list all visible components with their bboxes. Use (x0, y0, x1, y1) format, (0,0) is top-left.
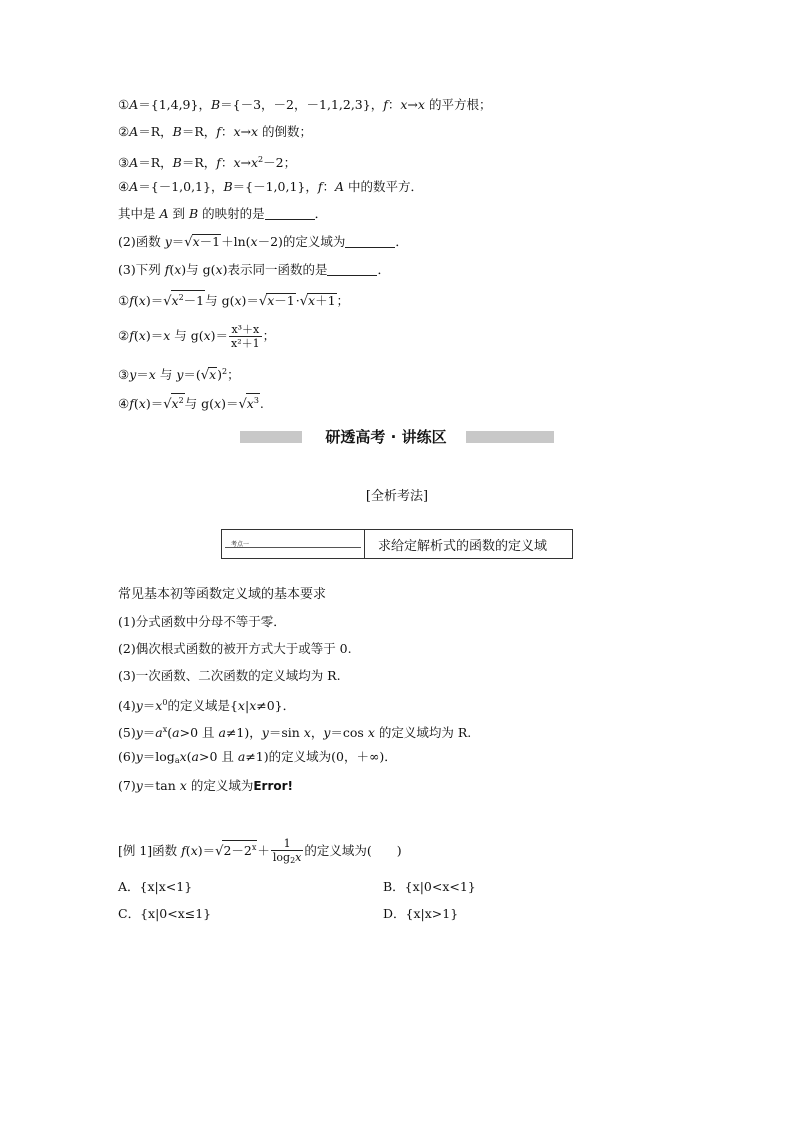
question-1-prompt (118, 206, 327, 222)
text: ＋ (257, 843, 270, 858)
radicand: $x^2$ (171, 393, 185, 410)
text: 与 (155, 367, 177, 382)
text: ． (314, 206, 328, 221)
text: ≠1)， (225, 725, 262, 740)
banner-bar-left (240, 431, 302, 443)
text: ＝ (171, 234, 185, 249)
var: x (203, 328, 211, 343)
var: x (250, 155, 259, 170)
var: y (135, 698, 143, 713)
mapping-item-2 (118, 124, 312, 140)
var: a (155, 725, 163, 740)
var: a (191, 749, 199, 764)
item-number: ④ (118, 179, 130, 194)
var: x (303, 725, 311, 740)
text: 的映射的是 (198, 206, 265, 221)
sqrt-icon: √ (184, 235, 193, 250)
var: A (129, 124, 139, 139)
text: ＝R， (181, 124, 217, 139)
text: 与 g( (170, 328, 204, 343)
text: ( (133, 396, 139, 411)
text: (4) (118, 698, 136, 713)
text: ； (262, 328, 276, 343)
var: f (164, 262, 170, 277)
rule-1: (1)分式函数中分母不等于零． (118, 614, 286, 629)
item-number: ③ (118, 155, 130, 170)
var: f (129, 328, 134, 343)
item-number: ④ (118, 396, 130, 411)
banner-bar-right (466, 431, 554, 443)
var: y (323, 725, 331, 740)
section-title: [全析考法] (365, 489, 429, 504)
text: ＝ (142, 725, 156, 740)
text: ： (220, 155, 234, 170)
choice-1 (118, 290, 349, 310)
radicand: x (209, 367, 217, 382)
var: B (223, 179, 233, 194)
text: ＝R， (138, 155, 173, 170)
var: x (250, 234, 258, 249)
var: y (176, 367, 184, 382)
var: x (233, 155, 241, 170)
exponent: 2 (258, 155, 264, 164)
text: 与 g( (205, 293, 235, 308)
text: ( (133, 293, 139, 308)
sqrt-icon: √ (215, 844, 224, 859)
text: ≠0}． (256, 698, 296, 713)
text: ； (227, 367, 240, 382)
question-2 (118, 234, 408, 251)
mapping-item-3 (118, 152, 296, 171)
kaodian-label-cell (222, 530, 364, 558)
sqrt-icon: √ (163, 294, 172, 309)
text: 的定义域均为 R. (374, 725, 472, 740)
rule-2: (2)偶次根式函数的被开方式大于或等于 0. (118, 641, 352, 656)
text: ＋ln( (221, 234, 251, 249)
text: ＝tan (142, 778, 180, 793)
var: x (138, 328, 146, 343)
option-a[interactable]: A．{x|x<1} (118, 879, 193, 894)
kaodian-box (221, 529, 573, 559)
option-c[interactable]: C．{x|0<x≤1} (118, 906, 212, 921)
var: f (129, 396, 134, 411)
text: )＝ (197, 843, 216, 858)
text: (2)函数 (118, 234, 165, 249)
fraction (271, 837, 304, 867)
text: [例 1]函数 (118, 843, 182, 858)
text: ( (185, 843, 191, 858)
var: A (335, 179, 345, 194)
divider (225, 547, 361, 548)
var: B (172, 124, 182, 139)
text: ． (395, 234, 408, 249)
text: )＝ (145, 293, 164, 308)
text: ． (377, 262, 390, 277)
text: ＝ (136, 367, 149, 382)
rule-6 (118, 749, 397, 769)
var: x (138, 293, 146, 308)
var: x (237, 698, 245, 713)
rule-5 (118, 722, 471, 741)
radicand: $x^3$ (246, 393, 260, 410)
text: ＝sin (268, 725, 304, 740)
var: B (188, 206, 199, 221)
var: B (172, 155, 182, 170)
mapping-item-1 (118, 97, 491, 113)
var: x (417, 97, 425, 112)
choice-4 (118, 393, 264, 413)
exponent: 2 (222, 367, 228, 376)
var: A (129, 97, 139, 112)
answer-blank[interactable] (327, 263, 377, 276)
exponent: 0 (162, 698, 168, 707)
var: x (190, 843, 198, 858)
text: －2； (263, 155, 297, 170)
numerator: 1 (271, 837, 304, 851)
numerator: x³＋x (229, 323, 262, 337)
radicand: $x^2-1$ (171, 290, 206, 307)
text: )表示同一函数的是 (222, 262, 328, 277)
text: (5) (118, 725, 136, 740)
text: ) (217, 367, 223, 382)
text: )＝ (241, 293, 259, 308)
text: ( (133, 328, 139, 343)
cube-root-icon: √ (238, 397, 247, 412)
var: x (155, 698, 163, 713)
var: A (159, 206, 169, 221)
var: x (250, 124, 259, 139)
sqrt-icon: √ (163, 397, 172, 412)
var: x (367, 725, 375, 740)
radicand: x－1 (267, 293, 295, 308)
var: a (172, 725, 180, 740)
radicand: x－1 (192, 234, 221, 249)
text: 与 g( (184, 396, 215, 411)
text: ： (220, 124, 234, 139)
var: x (214, 396, 222, 411)
example-1-question (118, 836, 402, 867)
var: y (135, 725, 143, 740)
var: y (135, 778, 143, 793)
text: ＝{－1,0,1}， (232, 179, 318, 194)
var: x (249, 698, 257, 713)
text: ＝cos (330, 725, 368, 740)
text: (3)下列 (118, 262, 165, 277)
text: (7) (118, 778, 136, 793)
text: 的定义域是{ (167, 698, 238, 713)
text: )＝ (210, 328, 229, 343)
sqrt-icon: √ (258, 294, 268, 309)
var: a (218, 725, 226, 740)
text: ( (169, 262, 175, 277)
var: f (216, 124, 221, 139)
text: )＝ (221, 396, 239, 411)
text: ＝R， (138, 124, 173, 139)
text: ； (336, 293, 350, 308)
banner-title: 研透高考 · 讲练区 (325, 428, 447, 446)
text: 其中是 (118, 206, 160, 221)
kaodian-label: 考点一 (231, 541, 250, 548)
exponent: x (162, 725, 168, 734)
text: | (244, 698, 250, 713)
item-number: ③ (118, 367, 130, 382)
sqrt-icon: √ (299, 294, 309, 309)
text: ＝ (142, 698, 156, 713)
answer-blank[interactable] (345, 235, 395, 248)
option-d[interactable]: D．{x|x>1} (383, 906, 459, 921)
option-b[interactable]: B．{x|0<x<1} (383, 879, 476, 894)
text: ( (167, 725, 173, 740)
question-3 (118, 262, 390, 278)
text: 的定义域为( ) (304, 843, 402, 858)
rule-7 (118, 778, 293, 794)
sqrt-icon: √ (200, 368, 210, 383)
text: ( (186, 749, 192, 764)
text: >0 且 (179, 725, 219, 740)
var: A (129, 179, 139, 194)
fraction (229, 323, 262, 350)
text: ＝{－1,0,1}， (138, 179, 224, 194)
choice-2 (118, 321, 275, 351)
radicand: $2-2^x$ (222, 840, 257, 857)
var: x (138, 396, 146, 411)
text: ≠1)的定义域为(0，＋∞)． (245, 749, 397, 764)
text: )与 g( (181, 262, 216, 277)
text: 中的数平方． (344, 179, 424, 194)
text: －2)的定义域为 (257, 234, 346, 249)
item-number: ② (118, 328, 130, 343)
text: )＝ (145, 396, 164, 411)
answer-blank[interactable] (265, 207, 315, 220)
var: x (179, 749, 187, 764)
var: x (174, 262, 182, 277)
var: f (317, 179, 323, 194)
text: → (240, 124, 251, 139)
rule-4 (118, 695, 295, 714)
var: y (261, 725, 269, 740)
var: y (129, 367, 137, 382)
denominator: $\log_2x$ (272, 850, 302, 865)
var: B (210, 97, 221, 112)
var: f (216, 155, 221, 170)
radicand: x＋1 (308, 293, 336, 308)
var: a (237, 749, 246, 764)
var: f (181, 843, 186, 858)
text: )＝ (145, 328, 164, 343)
text: 的倒数； (258, 124, 313, 139)
text: . (259, 396, 264, 411)
var: f (129, 293, 134, 308)
choice-3 (118, 364, 240, 384)
divider (364, 530, 365, 558)
text: ＝log (142, 749, 175, 764)
text: (6) (118, 749, 136, 764)
item-number: ① (118, 293, 130, 308)
var: x (233, 124, 241, 139)
text: ， (310, 725, 324, 740)
section-banner (240, 428, 554, 446)
text: → (407, 97, 418, 112)
var: x (215, 262, 223, 277)
text: 到 (168, 206, 189, 221)
text: 的平方根； (424, 97, 492, 112)
subscript: a (174, 756, 180, 765)
rule-3: (3)一次函数、二次函数的定义域均为 R. (118, 668, 341, 683)
text: ＝( (183, 367, 201, 382)
item-number: ② (118, 124, 130, 139)
text: >0 且 (199, 749, 238, 764)
var: x (179, 778, 187, 793)
mapping-item-4 (118, 179, 423, 195)
var: x (400, 97, 408, 112)
var: x (148, 367, 156, 382)
var: y (164, 234, 172, 249)
var: f (383, 97, 388, 112)
text: ＝{1,4,9}， (138, 97, 211, 112)
kaodian-title: 求给定解析式的函数的定义域 (378, 539, 548, 554)
text: ＝{－3，－2，－1,1,2,3}， (220, 97, 384, 112)
error-field: Error! (253, 779, 293, 793)
item-number: ① (118, 97, 130, 112)
text: 的定义域为 (186, 778, 254, 793)
denominator: x²＋1 (231, 337, 260, 350)
text: · (295, 293, 300, 308)
var: y (135, 749, 143, 764)
text: → (240, 155, 251, 170)
rules-heading: 常见基本初等函数定义域的基本要求 (118, 587, 327, 602)
var: x (163, 328, 171, 343)
var: x (234, 293, 242, 308)
text: ： (387, 97, 401, 112)
var: A (129, 155, 139, 170)
text: ： (322, 179, 336, 194)
text: ＝R， (181, 155, 217, 170)
